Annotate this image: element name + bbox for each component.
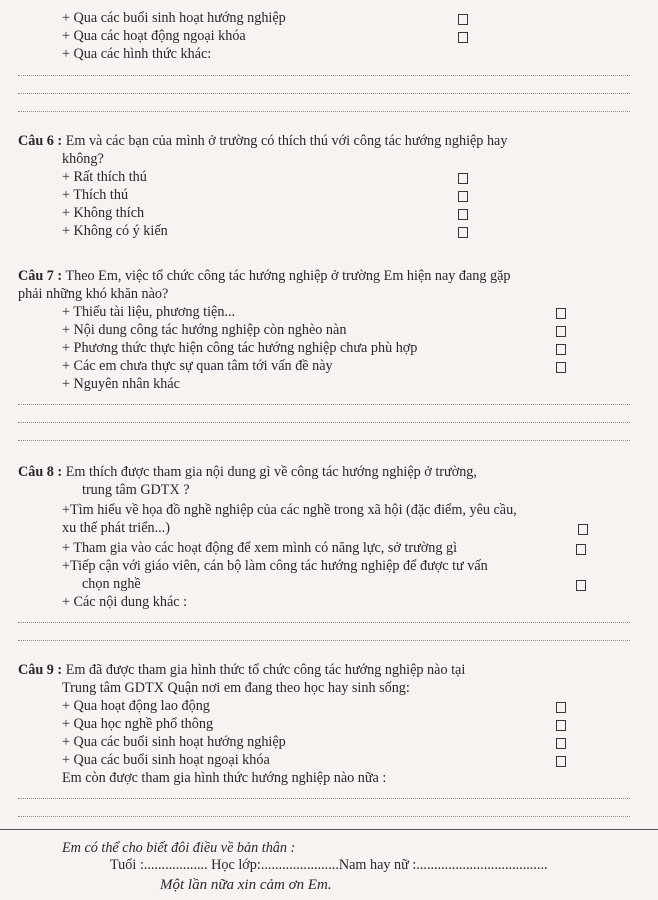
q8-option-2: + Tham gia vào các hoạt động để xem mình có năng lực, sở trường gì <box>62 540 458 556</box>
q7-option-3-checkbox[interactable] <box>556 344 566 355</box>
q7-option-4: + Các em chưa thực sự quan tâm tới vấn đề này <box>62 358 333 374</box>
q6-option-4-checkbox[interactable] <box>458 227 468 238</box>
q7-option-2: + Nội dung công tác hướng nghiệp còn nghèo nàn <box>62 322 347 338</box>
q7-option-5: + Nguyên nhân khác <box>62 376 180 392</box>
q8-option-1-cont: xu thế phát triển...) <box>62 520 170 536</box>
question-6-text: Em và các bạn của mình ở trường có thích thú với công tác hướng nghiệp hay <box>65 133 508 149</box>
question-8-text: Em thích được tham gia nội dung gì về công tác hướng nghiệp ở trường, <box>65 464 477 480</box>
q8-option-2-checkbox[interactable] <box>576 544 586 555</box>
answer-dotted-line[interactable] <box>18 816 630 817</box>
q9-option-2: + Qua học nghề phổ thông <box>62 716 214 732</box>
answer-dotted-line[interactable] <box>18 75 630 76</box>
q8-option-3: +Tiếp cận với giáo viên, cán bộ làm công tác hướng nghiệp để được tư vấn <box>62 558 488 574</box>
q9-option-1: + Qua hoạt động lao động <box>62 698 210 714</box>
question-7-text: Theo Em, việc tổ chức công tác hướng nghiệp ở trường Em hiện nay đang gặp <box>65 268 511 284</box>
footer-intro: Em có thể cho biết đôi điều về bản thân : <box>62 840 296 856</box>
question-8-text-cont: trung tâm GDTX ? <box>82 482 190 498</box>
q9-extra-prompt: Em còn được tham gia hình thức hướng nghiệp nào nữa : <box>62 770 387 786</box>
answer-dotted-line[interactable] <box>18 404 630 405</box>
q9-option-4-checkbox[interactable] <box>556 756 566 767</box>
answer-dotted-line[interactable] <box>18 622 630 623</box>
answer-dotted-line[interactable] <box>18 440 630 441</box>
answer-dotted-line[interactable] <box>18 111 630 112</box>
q6-option-2: + Thích thú <box>62 187 129 203</box>
question-7-label: Câu 7 : <box>18 268 63 284</box>
q6-option-4: + Không có ý kiến <box>62 223 168 239</box>
q9-option-3-checkbox[interactable] <box>556 738 566 749</box>
answer-dotted-line[interactable] <box>18 93 630 94</box>
q8-option-1: +Tìm hiểu về họa đồ nghề nghiệp của các nghề trong xã hội (đặc điểm, yêu cầu, <box>62 502 517 518</box>
q8-option-4: + Các nội dung khác : <box>62 594 188 610</box>
q9-option-2-checkbox[interactable] <box>556 720 566 731</box>
question-8 <box>18 464 477 480</box>
q6-option-3: + Không thích <box>62 205 145 221</box>
top-option-3: + Qua các hình thức khác: <box>62 46 212 62</box>
question-6-text-cont: không? <box>62 151 104 167</box>
q6-option-2-checkbox[interactable] <box>458 191 468 202</box>
answer-dotted-line[interactable] <box>18 798 630 799</box>
question-9-text: Em đã được tham gia hình thức tổ chức công tác hướng nghiệp nào tại <box>65 662 466 678</box>
question-9-text-cont: Trung tâm GDTX Quận nơi em đang theo học hay sinh sống: <box>62 680 410 696</box>
q6-option-1-checkbox[interactable] <box>458 173 468 184</box>
q7-option-2-checkbox[interactable] <box>556 326 566 337</box>
q7-option-4-checkbox[interactable] <box>556 362 566 373</box>
question-6 <box>18 133 507 149</box>
footer-separator <box>0 829 658 830</box>
q8-option-3-checkbox[interactable] <box>576 580 586 591</box>
answer-dotted-line[interactable] <box>18 640 630 641</box>
question-7-text-cont: phải những khó khăn nào? <box>18 286 169 302</box>
footer-personal-fields[interactable]: Tuổi :.................. Học lớp:......................Nam hay nữ :..................................... <box>110 857 548 873</box>
q9-option-4: + Qua các buổi sinh hoạt ngoại khóa <box>62 752 270 768</box>
q7-option-1: + Thiếu tài liệu, phương tiện... <box>62 304 236 320</box>
q9-option-1-checkbox[interactable] <box>556 702 566 713</box>
q6-option-1: + Rất thích thú <box>62 169 147 185</box>
top-option-1: + Qua các buổi sinh hoạt hướng nghiệp <box>62 10 286 26</box>
question-9-label: Câu 9 : <box>18 662 63 678</box>
q6-option-3-checkbox[interactable] <box>458 209 468 220</box>
question-6-label: Câu 6 : <box>18 133 63 149</box>
footer-thanks: Một lần nữa xin cảm ơn Em. <box>160 877 332 893</box>
question-8-label: Câu 8 : <box>18 464 63 480</box>
top-option-2-checkbox[interactable] <box>458 32 468 43</box>
question-9 <box>18 662 465 678</box>
q8-option-1-checkbox[interactable] <box>578 524 588 535</box>
q9-option-3: + Qua các buổi sinh hoạt hướng nghiệp <box>62 734 286 750</box>
answer-dotted-line[interactable] <box>18 422 630 423</box>
top-option-2: + Qua các hoạt động ngoại khóa <box>62 28 246 44</box>
q7-option-1-checkbox[interactable] <box>556 308 566 319</box>
q7-option-3: + Phương thức thực hiện công tác hướng nghiệp chưa phù hợp <box>62 340 418 356</box>
top-option-1-checkbox[interactable] <box>458 14 468 25</box>
q8-option-3-cont: chọn nghề <box>82 576 141 592</box>
question-7 <box>18 268 511 284</box>
